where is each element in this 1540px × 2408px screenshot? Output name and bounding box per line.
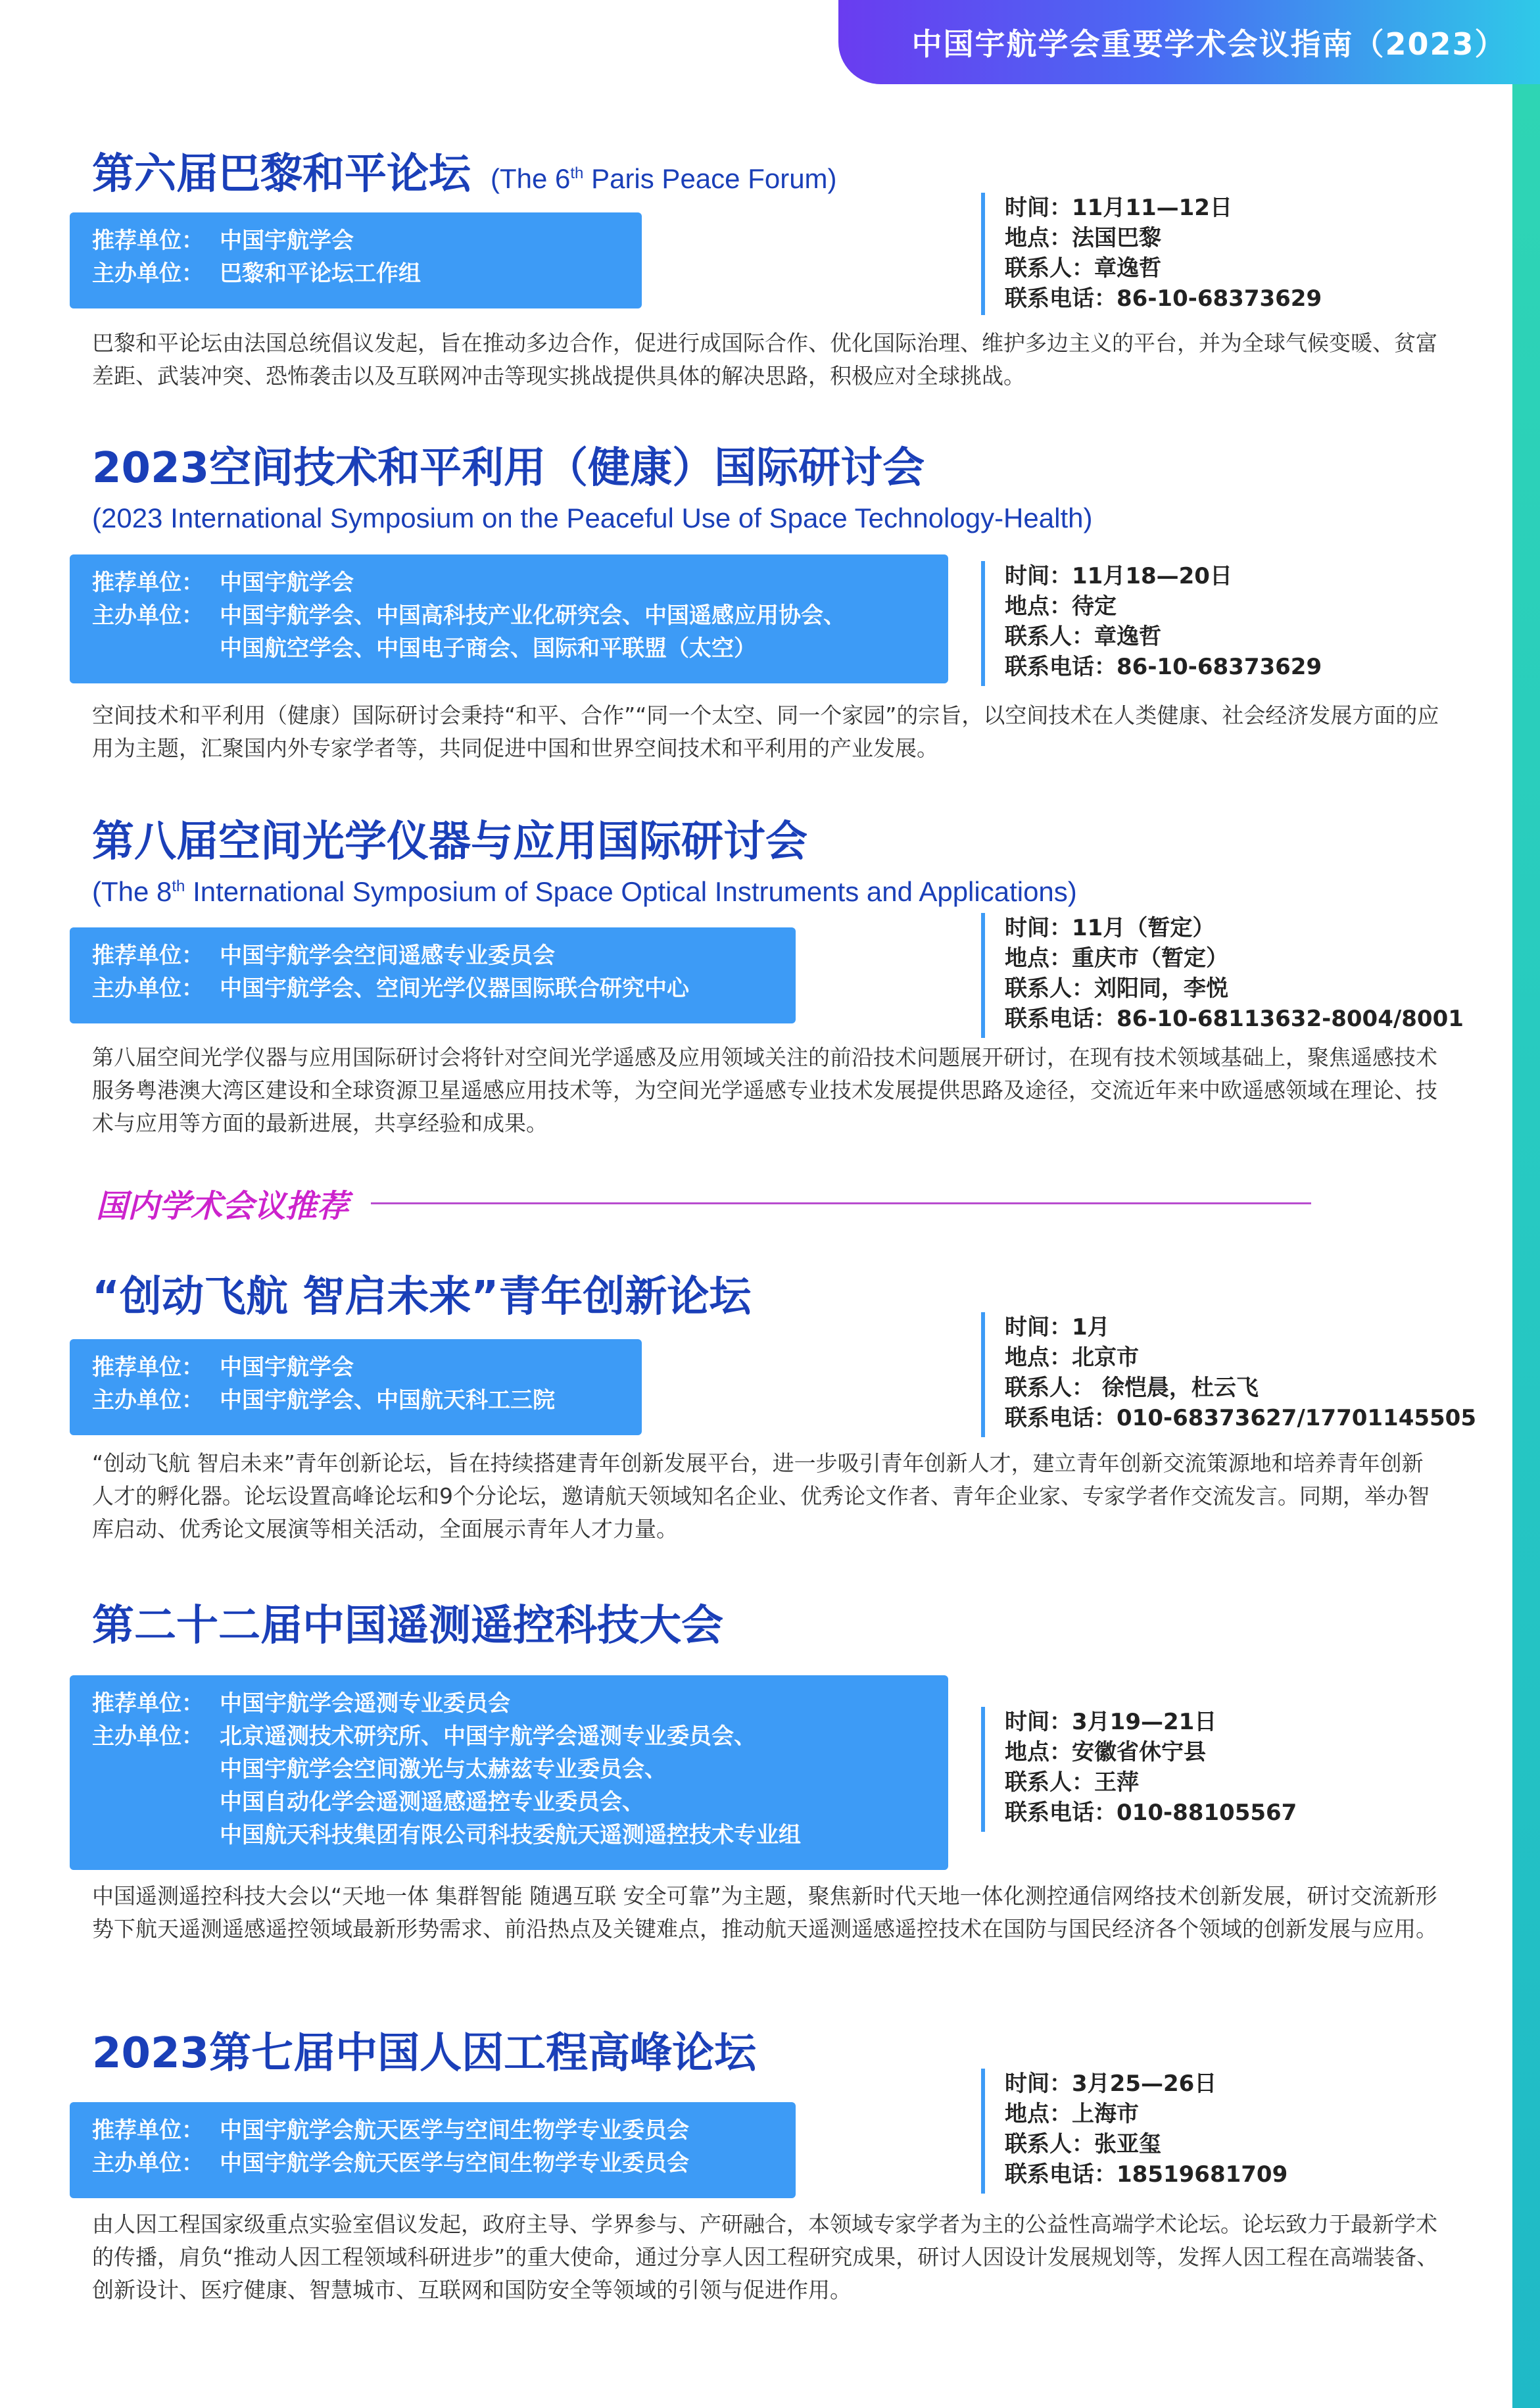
event-contact: 联系人：张亚玺	[1005, 2131, 1161, 2157]
event-title: 第六届巴黎和平论坛 (The 6th Paris Peace Forum)	[92, 150, 837, 199]
edge-gradient-strip	[1512, 0, 1540, 2408]
event-time: 时间：11月11—12日	[1005, 195, 1232, 221]
organizer-box: 推荐单位： 中国宇航学会 主办单位： 巴黎和平论坛工作组	[70, 212, 642, 308]
event-time: 时间：11月（暂定）	[1005, 915, 1215, 941]
event-time: 时间：1月	[1005, 1314, 1110, 1340]
event-description: 巴黎和平论坛由法国总统倡议发起，旨在推动多边合作，促进行成国际合作、优化国际治理、维护多边主义的平台，并为全球气候变暖、贫富差距、武装冲突、恐怖袭击以及互联网冲击等现实挑战提供具体的解决思路，积极应对全球挑战。	[92, 330, 1437, 389]
event-place: 地点：法国巴黎	[1005, 225, 1161, 251]
event-phone: 联系电话：86-10-68113632-8004/8001	[1005, 1006, 1464, 1032]
event-phone: 联系电话：010-88105567	[1005, 1800, 1297, 1826]
event-title: 第八届空间光学仪器与应用国际研讨会	[92, 818, 807, 866]
event-description: 由人因工程国家级重点实验室倡议发起，政府主导、学界参与、产研融合，本领域专家学者为主的公益性高端学术论坛。论坛致力于最新学术的传播，肩负“推动人因工程领域科研进步”的重大使命，通过分享人因工程研究成果，研讨人因设计发展规划等，发挥人因工程在高端装备、创新设计、医疗健康、智慧城市、互联网和国防安全等领域的引领与促进作用。	[92, 2211, 1439, 2303]
organizer-box: 推荐单位： 中国宇航学会遥测专业委员会 主办单位： 北京遥测技术研究所、中国宇航学会遥测专业委员会、 中国宇航学会空间激光与太赫兹专业委员会、 中国自动化学会遥测遥感遥控专业委员会、 中国航天科技集团有限公司科技委航天遥测遥控技术专业组	[70, 1675, 948, 1870]
event-title: 2023第七届中国人因工程高峰论坛	[92, 2029, 757, 2078]
header-tab	[838, 0, 1540, 84]
event-subtitle: (The 8th International Symposium of Space Optical Instruments and Applications)	[92, 876, 1077, 907]
organizer-box: 推荐单位： 中国宇航学会航天医学与空间生物学专业委员会 主办单位： 中国宇航学会航天医学与空间生物学专业委员会	[70, 2102, 796, 2198]
event-title: 2023空间技术和平利用（健康）国际研讨会	[92, 444, 925, 493]
event-contact: 联系人：章逸哲	[1005, 624, 1161, 650]
event-info	[981, 2069, 1287, 2194]
event-info	[981, 1707, 1297, 1832]
event-subtitle: (2023 International Symposium on the Peaceful Use of Space Technology-Health)	[92, 503, 1093, 533]
event-phone: 联系电话：18519681709	[1005, 2161, 1288, 2188]
event-time: 时间：3月19—21日	[1005, 1709, 1217, 1735]
event-phone: 联系电话：010-68373627/17701145505	[1005, 1405, 1476, 1431]
event-place: 地点：待定	[1005, 593, 1117, 620]
header-title: 中国宇航学会重要学术会议指南（2023）	[911, 26, 1506, 62]
event-info	[981, 1312, 1476, 1437]
event-time: 时间：3月25—26日	[1005, 2071, 1217, 2097]
event-description: 空间技术和平利用（健康）国际研讨会秉持“和平、合作”“同一个太空、同一个家园”的宗旨，以空间技术在人类健康、社会经济发展方面的应用为主题，汇聚国内外专家学者等，共同促进中国和世界空间技术和平利用的产业发展。	[92, 702, 1439, 761]
event-title: 第二十二届中国遥测遥控科技大会	[92, 1602, 723, 1650]
event-description: 第八届空间光学仪器与应用国际研讨会将针对空间光学遥感及应用领域关注的前沿技术问题展开研讨，在现有技术领域基础上，聚焦遥感技术服务粤港澳大湾区建设和全球资源卫星遥感应用技术等，为空间光学遥感专业技术发展提供思路及途径，交流近年来中欧遥感领域在理论、技术与应用等方面的最新进展，共享经验和成果。	[92, 1044, 1437, 1136]
organizer-box: 推荐单位： 中国宇航学会空间遥感专业委员会 主办单位： 中国宇航学会、空间光学仪器国际联合研究中心	[70, 927, 796, 1023]
event-place: 地点：安徽省休宁县	[1005, 1739, 1206, 1765]
event-place: 地点：重庆市（暂定）	[1005, 945, 1228, 971]
organizer-box: 推荐单位： 中国宇航学会 主办单位： 中国宇航学会、中国高科技产业化研究会、中国遥感应用协会、 中国航空学会、中国电子商会、国际和平联盟（太空）	[70, 554, 948, 683]
event-contact: 联系人：王萍	[1005, 1769, 1139, 1796]
event-info	[981, 561, 1322, 686]
heading-divider	[371, 1202, 1311, 1204]
domestic-section-heading	[96, 1181, 1311, 1226]
event-contact: 联系人： 徐恺晨，杜云飞	[1005, 1375, 1259, 1401]
event-description: 中国遥测遥控科技大会以“天地一体 集群智能 随遇互联 安全可靠”为主题，聚焦新时代天地一体化测控通信网络技术创新发展，研讨交流新形势下航天遥测遥感遥控领域最新形势需求、前沿热点及关键难点，推动航天遥测遥感遥控技术在国防与国民经济各个领域的创新发展与应用。	[92, 1883, 1437, 1942]
event-place: 地点：北京市	[1005, 1344, 1139, 1371]
event-phone: 联系电话：86-10-68373629	[1005, 285, 1322, 312]
event-time: 时间：11月18—20日	[1005, 563, 1232, 589]
event-title-en: (The 6th Paris Peace Forum)	[491, 163, 837, 194]
event-place: 地点：上海市	[1005, 2101, 1139, 2127]
event-info	[981, 193, 1322, 315]
organizer-box: 推荐单位： 中国宇航学会 主办单位： 中国宇航学会、中国航天科工三院	[70, 1339, 642, 1435]
event-contact: 联系人：刘阳同，李悦	[1005, 975, 1228, 1002]
event-title: “创动飞航 智启未来”青年创新论坛	[92, 1273, 752, 1321]
domestic-heading-label: 国内学术会议推荐	[96, 1188, 349, 1225]
event-description: “创动飞航 智启未来”青年创新论坛，旨在持续搭建青年创新发展平台，进一步吸引青年创新人才，建立青年创新交流策源地和培养青年创新人才的孵化器。论坛设置高峰论坛和9个分论坛，邀请航天领域知名企业、优秀论文作者、青年企业家、专家学者作交流发言。同期，举办智库启动、优秀论文展演等相关活动，全面展示青年人才力量。	[92, 1450, 1430, 1542]
event-info	[981, 913, 1464, 1038]
event-contact: 联系人：章逸哲	[1005, 255, 1161, 282]
event-phone: 联系电话：86-10-68373629	[1005, 654, 1322, 680]
